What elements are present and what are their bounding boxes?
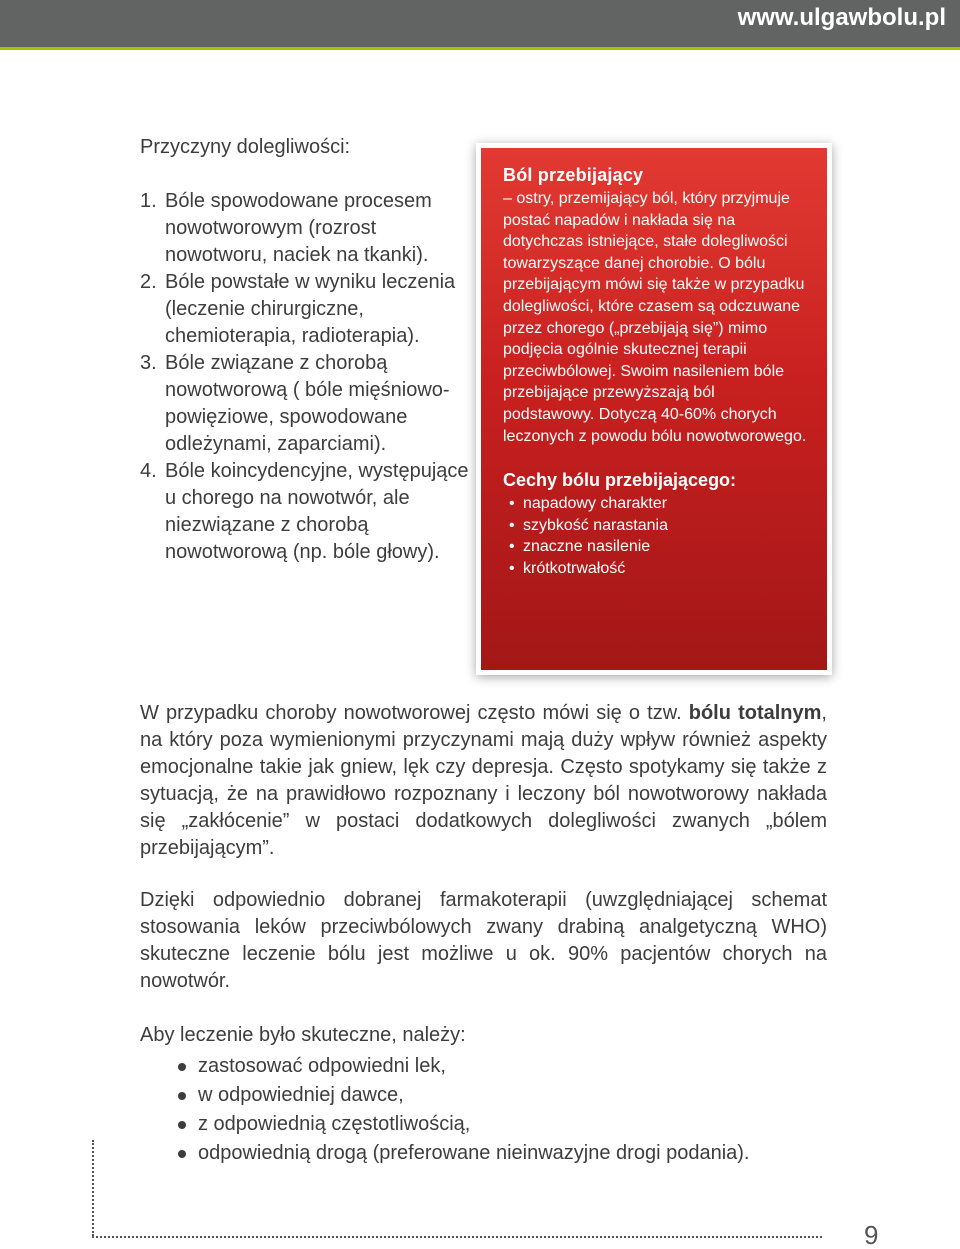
page-number: 9 bbox=[864, 1220, 879, 1249]
bullet-icon bbox=[178, 1092, 186, 1100]
cause-item bbox=[140, 188, 470, 269]
breakthrough-pain-box bbox=[481, 148, 827, 670]
cause-item bbox=[140, 350, 470, 458]
feature-text: szybkość narastania bbox=[523, 516, 668, 534]
cause-number: 4. bbox=[140, 460, 157, 482]
treatment-item bbox=[140, 1139, 827, 1168]
feature-item bbox=[503, 515, 809, 537]
feature-text: napadowy charakter bbox=[523, 495, 668, 513]
feature-item bbox=[503, 536, 809, 558]
bold-term: bólu totalnym bbox=[688, 702, 822, 724]
bullet-icon: • bbox=[509, 516, 515, 534]
box-title: Ból przebijający bbox=[503, 165, 644, 185]
cause-item bbox=[140, 458, 470, 566]
bullet-icon bbox=[178, 1150, 186, 1158]
feature-text: znaczne nasilenie bbox=[523, 538, 651, 556]
bullet-icon: • bbox=[509, 559, 515, 577]
cause-text: Bóle spowodowane procesem nowotworowym (rozrost nowotworu, naciek na tkanki). bbox=[165, 190, 432, 266]
treatment-intro: Aby leczenie było skuteczne, należy: bbox=[140, 1024, 466, 1046]
bullet-icon: • bbox=[509, 495, 515, 513]
treatment-item bbox=[140, 1052, 827, 1081]
features-title: Cechy bólu przebijającego: bbox=[503, 470, 737, 491]
treatment-text: w odpowiedniej dawce, bbox=[198, 1084, 404, 1106]
bullet-icon bbox=[178, 1121, 186, 1129]
bullet-icon bbox=[178, 1063, 186, 1071]
features-list bbox=[503, 493, 809, 579]
treatment-text: zastosować odpowiedni lek, bbox=[198, 1055, 446, 1077]
dotted-divider-horizontal bbox=[92, 1236, 822, 1238]
box-description: – ostry, przemijający ból, który przyjmuje postać napadów i nakłada się na dotychczas istniejące, stałe dolegliwości towarzyszące danej chorobie. O bólu przebijającym mówi się także w przypadku dolegliwości, które czasem są odczuwane przez chorego („przebijają się”) mimo podjęcia ogólnie skutecznej terapii przeciwbólowej. Swoim nasileniem bóle przebijające przewyższają ból podstawowy. Dotyczą 40-60% chorych leczonych z powodu bólu nowotworowego. bbox=[503, 190, 807, 445]
dotted-divider-vertical bbox=[92, 1140, 94, 1236]
bullet-icon: • bbox=[509, 538, 515, 556]
treatment-item bbox=[140, 1081, 827, 1110]
paragraph-text: W przypadku choroby nowotworowej często mówi się o tzw. bbox=[140, 702, 689, 724]
treatment-item bbox=[140, 1110, 827, 1139]
cause-item bbox=[140, 269, 470, 350]
paragraph-total-pain bbox=[140, 700, 827, 862]
header-bar bbox=[0, 0, 960, 50]
causes-heading: Przyczyny dolegliwości: bbox=[140, 136, 351, 158]
site-url[interactable]: www.ulgawbolu.pl bbox=[737, 4, 946, 31]
treatment-list bbox=[140, 1052, 827, 1168]
feature-item bbox=[503, 558, 809, 580]
paragraph-pharmacotherapy: Dzięki odpowiednio dobranej farmakoterapii (uwzględniającej schemat stosowania leków przeciwbólowych zwany drabiną analgetyczną WHO) skuteczne leczenie bólu jest możliwe u ok. 90% pacjentów chorych na nowotwór. bbox=[140, 889, 827, 992]
cause-text: Bóle związane z chorobą nowotworową ( bóle mięśniowo-powięziowe, spowodowane odleżynami, zaparciami). bbox=[165, 352, 450, 455]
treatment-text: z odpowiednią częstotliwością, bbox=[198, 1113, 471, 1135]
cause-number: 1. bbox=[140, 190, 157, 212]
feature-item bbox=[503, 493, 809, 515]
treatment-text: odpowiednią drogą (preferowane nieinwazyjne drogi podania). bbox=[198, 1142, 750, 1164]
cause-text: Bóle koincydencyjne, występujące u chorego na nowotwór, ale niezwiązane z chorobą nowotworową (np. bóle głowy). bbox=[165, 460, 469, 563]
cause-number: 2. bbox=[140, 271, 157, 293]
feature-text: krótkotrwałość bbox=[523, 559, 626, 577]
causes-list bbox=[140, 188, 470, 566]
cause-number: 3. bbox=[140, 352, 157, 374]
cause-text: Bóle powstałe w wyniku leczenia (leczenie chirurgiczne, chemioterapia, radioterapia). bbox=[165, 271, 456, 347]
causes-section bbox=[140, 134, 470, 566]
paragraph-treatment-rules bbox=[140, 1022, 827, 1168]
paragraph-text: , na który poza wymienionymi przyczynami mają duży wpływ również aspekty emocjonalne takie jak gniew, lęk czy depresja. Często spotykamy się także z sytuacją, że na prawidłowo rozpoznany i leczony ból nowotworowy nakłada się „zakłócenie” w postaci dodatkowych dolegliwości zwanych „bólem przebijającym”. bbox=[140, 702, 827, 859]
